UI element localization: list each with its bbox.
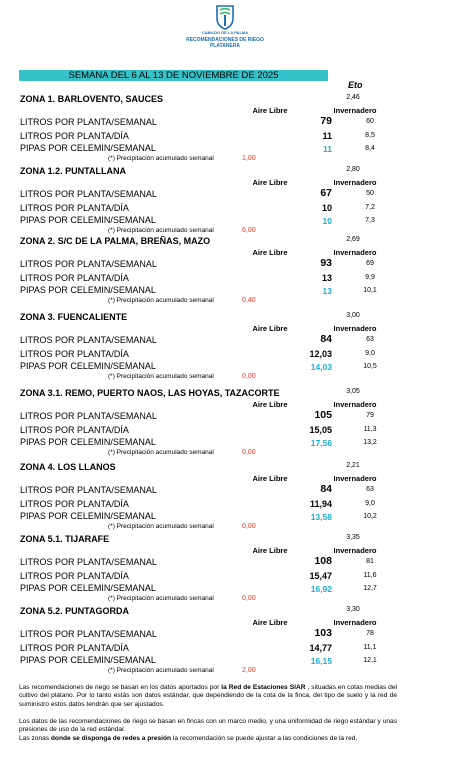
zone-name: ZONA 5.2. PUNTAGORDA: [20, 606, 130, 616]
precip-value: 0,00: [242, 523, 256, 530]
invernadero-header: Invernadero: [333, 546, 377, 555]
inv-litros-semanal-value: 81: [366, 558, 374, 565]
zone-eto-value: 3,35: [346, 534, 360, 541]
row-label-litros-dia: LITROS POR PLANTA/DÍA: [20, 203, 129, 213]
zone-block: [0, 312, 450, 392]
week-banner: SEMANA DEL 6 AL 13 DE NOVIEMBRE DE 2025: [19, 70, 328, 81]
invernadero-header: Invernadero: [333, 178, 377, 187]
inv-litros-dia-value: 9,0: [365, 500, 375, 507]
aire-pipas-celemin-value: 16,92: [310, 584, 332, 594]
inv-litros-semanal-value: 63: [366, 486, 374, 493]
zone-eto-value: 3,05: [346, 388, 360, 395]
row-label-pipas-celemin: PIPAS POR CELEMIN/SEMANAL: [20, 215, 156, 225]
zone-block: [0, 94, 450, 174]
invernadero-header: Invernadero: [333, 324, 377, 333]
aire-litros-semanal-value: 84: [320, 333, 332, 345]
zone-eto-value: 2,46: [346, 94, 360, 101]
invernadero-header: Invernadero: [333, 400, 377, 409]
aire-litros-dia-value: 15,05: [309, 425, 332, 435]
zone-name: ZONA 1.2. PUNTALLANA: [20, 166, 127, 176]
inv-litros-dia-value: 7,2: [365, 204, 375, 211]
zone-eto-value: 2,69: [346, 236, 360, 243]
row-label-litros-dia: LITROS POR PLANTA/DÍA: [20, 349, 129, 359]
row-label-pipas-celemin: PIPAS POR CELEMIN/SEMANAL: [20, 655, 156, 665]
aire-litros-semanal-value: 93: [320, 257, 332, 269]
aire-pipas-celemin-value: 16,15: [310, 656, 332, 666]
aire-litros-semanal-value: 108: [314, 555, 332, 567]
zone-name: ZONA 5.1. TIJARAFE: [20, 534, 110, 544]
cabildo-logo: [160, 4, 290, 62]
aire-pipas-celemin-value: 13: [322, 286, 332, 296]
logo-subtitle-crop: PLATANERA: [209, 43, 241, 49]
zone-name: ZONA 1. BARLOVENTO, SAUCES: [20, 94, 164, 104]
inv-litros-semanal-value: 69: [366, 260, 374, 267]
aire-libre-header: Aire Libre: [252, 546, 288, 555]
zone-eto-value: 3,30: [346, 606, 360, 613]
row-label-litros-semanal: LITROS POR PLANTA/SEMANAL: [20, 117, 157, 127]
zone-block: [0, 462, 450, 542]
aire-pipas-celemin-value: 10: [322, 216, 332, 226]
row-label-litros-dia: LITROS POR PLANTA/DÍA: [20, 425, 129, 435]
row-label-litros-semanal: LITROS POR PLANTA/SEMANAL: [20, 557, 157, 567]
row-label-litros-dia: LITROS POR PLANTA/DÍA: [20, 499, 129, 509]
precip-value: 6,00: [242, 227, 256, 234]
aire-litros-semanal-value: 105: [314, 409, 332, 421]
inv-litros-dia-value: 8,5: [365, 132, 375, 139]
zone-name: ZONA 2. S/C DE LA PALMA, BREÑAS, MAZO: [20, 236, 211, 246]
row-label-litros-dia: LITROS POR PLANTA/DÍA: [20, 273, 129, 283]
precip-note: (*) Precipitación acumulado semanal: [108, 523, 214, 530]
inv-pipas-celemin-value: 12,1: [363, 657, 377, 664]
row-label-pipas-celemin: PIPAS POR CELEMIN/SEMANAL: [20, 511, 156, 521]
row-label-litros-dia: LITROS POR PLANTA/DÍA: [20, 643, 129, 653]
inv-litros-dia-value: 11,3: [363, 426, 377, 433]
zone-block: [0, 166, 450, 246]
aire-libre-header: Aire Libre: [252, 400, 288, 409]
precip-value: 2,00: [242, 667, 256, 674]
inv-litros-dia-value: 11,1: [363, 644, 377, 651]
inv-litros-semanal-value: 63: [366, 336, 374, 343]
aire-pipas-celemin-value: 11: [323, 144, 332, 154]
row-label-litros-semanal: LITROS POR PLANTA/SEMANAL: [20, 335, 157, 345]
logo-subtitle: RECOMENDACIONES DE RIEGO: [186, 37, 264, 43]
inv-pipas-celemin-value: 10,5: [363, 363, 377, 370]
zone-name: ZONA 3. FUENCALIENTE: [20, 312, 128, 322]
precip-value: 0,00: [242, 373, 256, 380]
aire-pipas-celemin-value: 13,58: [310, 512, 332, 522]
inv-pipas-celemin-value: 10,2: [363, 513, 377, 520]
zone-block: [0, 606, 450, 686]
aire-litros-dia-value: 10: [321, 203, 332, 213]
aire-litros-semanal-value: 84: [320, 483, 332, 495]
aire-libre-header: Aire Libre: [252, 324, 288, 333]
row-label-litros-semanal: LITROS POR PLANTA/SEMANAL: [20, 189, 157, 199]
invernadero-header: Invernadero: [333, 618, 377, 627]
aire-libre-header: Aire Libre: [252, 618, 288, 627]
inv-litros-semanal-value: 79: [366, 412, 374, 419]
inv-litros-dia-value: 9,0: [365, 350, 375, 357]
precip-note: (*) Precipitación acumulado semanal: [108, 155, 214, 162]
inv-pipas-celemin-value: 10,1: [363, 287, 377, 294]
aire-litros-dia-value: 11: [322, 131, 332, 141]
row-label-litros-semanal: LITROS POR PLANTA/SEMANAL: [20, 411, 157, 421]
invernadero-header: Invernadero: [333, 474, 377, 483]
zone-eto-value: 3,00: [346, 312, 360, 319]
row-label-litros-semanal: LITROS POR PLANTA/SEMANAL: [20, 259, 157, 269]
aire-litros-dia-value: 14,77: [309, 643, 332, 653]
aire-libre-header: Aire Libre: [252, 178, 288, 187]
zone-eto-value: 2,80: [346, 166, 360, 173]
inv-litros-semanal-value: 60: [366, 118, 374, 125]
aire-litros-semanal-value: 67: [320, 187, 332, 199]
inv-pipas-celemin-value: 13,2: [363, 439, 377, 446]
inv-litros-semanal-value: 78: [366, 630, 374, 637]
inv-pipas-celemin-value: 8,4: [365, 145, 375, 152]
row-label-pipas-celemin: PIPAS POR CELEMIN/SEMANAL: [20, 361, 156, 371]
zone-name: ZONA 4. LOS LLANOS: [20, 462, 116, 472]
zone-eto-value: 2,21: [346, 462, 360, 469]
row-label-litros-dia: LITROS POR PLANTA/DÍA: [20, 131, 129, 141]
aire-litros-dia-value: 12,03: [309, 349, 332, 359]
aire-libre-header: Aire Libre: [252, 474, 288, 483]
row-label-pipas-celemin: PIPAS POR CELEMIN/SEMANAL: [20, 143, 156, 153]
precip-value: 0,00: [242, 595, 256, 602]
row-label-pipas-celemin: PIPAS POR CELEMIN/SEMANAL: [20, 437, 156, 447]
row-label-litros-semanal: LITROS POR PLANTA/SEMANAL: [20, 629, 157, 639]
aire-pipas-celemin-value: 14,03: [310, 362, 332, 372]
inv-pipas-celemin-value: 7,3: [365, 217, 375, 224]
aire-litros-dia-value: 15,47: [309, 571, 332, 581]
inv-litros-dia-value: 9,9: [365, 274, 375, 281]
precip-note: (*) Precipitación acumulado semanal: [108, 595, 214, 602]
eto-column-header: Eto: [348, 80, 363, 90]
invernadero-header: Invernadero: [333, 248, 377, 257]
aire-libre-header: Aire Libre: [252, 106, 288, 115]
row-label-pipas-celemin: PIPAS POR CELEMIN/SEMANAL: [20, 583, 156, 593]
row-label-pipas-celemin: PIPAS POR CELEMIN/SEMANAL: [20, 285, 156, 295]
inv-pipas-celemin-value: 12,7: [363, 585, 377, 592]
precip-value: 0,00: [242, 449, 256, 456]
zone-block: [0, 388, 450, 468]
aire-litros-dia-value: 11,94: [309, 499, 332, 509]
zone-block: [0, 534, 450, 614]
precip-value: 1,00: [242, 155, 256, 162]
row-label-litros-semanal: LITROS POR PLANTA/SEMANAL: [20, 485, 157, 495]
inv-litros-dia-value: 11,6: [363, 572, 377, 579]
aire-litros-dia-value: 13: [321, 273, 332, 283]
footer-note-1: Las recomendaciones de riego se basan en los datos aportados por la Red de Estaciones SIAR , situadas en cotas medias del cultivo del plátano. Por lo tanto estás son datos estándar, que dependiendo de la cota de la finca, del tipo de suelo y la red de suministro estos datos tendrán que ser ajustados.: [19, 684, 397, 708]
precip-note: (*) Precipitación acumulado semanal: [108, 297, 214, 304]
precip-value: 0,40: [242, 297, 256, 304]
zone-block: [0, 236, 450, 316]
footer-note-3: Las zonas donde se disponga de redes a presión la recomendación se puede ajustar a las condiciones de la red.: [19, 735, 358, 742]
precip-note: (*) Precipitación acumulado semanal: [108, 373, 214, 380]
aire-pipas-celemin-value: 17,56: [310, 438, 332, 448]
precip-note: (*) Precipitación acumulado semanal: [108, 449, 214, 456]
invernadero-header: Invernadero: [333, 106, 377, 115]
zone-name: ZONA 3.1. REMO, PUERTO NAOS, LAS HOYAS, TAZACORTE: [20, 388, 280, 398]
row-label-litros-dia: LITROS POR PLANTA/DÍA: [20, 571, 129, 581]
aire-litros-semanal-value: 79: [320, 115, 332, 127]
inv-litros-semanal-value: 50: [366, 190, 374, 197]
footer-note-2: Los datos de las recomendaciones de riego se basan en fincas con un marco medio, y una uniformidad de riego estándar y unas presiones de uso de la red estándar.: [19, 718, 397, 734]
cabildo-emblem-icon: [213, 4, 237, 30]
precip-note: (*) Precipitación acumulado semanal: [108, 667, 214, 674]
precip-note: (*) Precipitación acumulado semanal: [108, 227, 214, 234]
aire-libre-header: Aire Libre: [252, 248, 288, 257]
logo-org-name: CABILDO DE LA PALMA: [201, 30, 249, 35]
aire-litros-semanal-value: 103: [314, 627, 332, 639]
